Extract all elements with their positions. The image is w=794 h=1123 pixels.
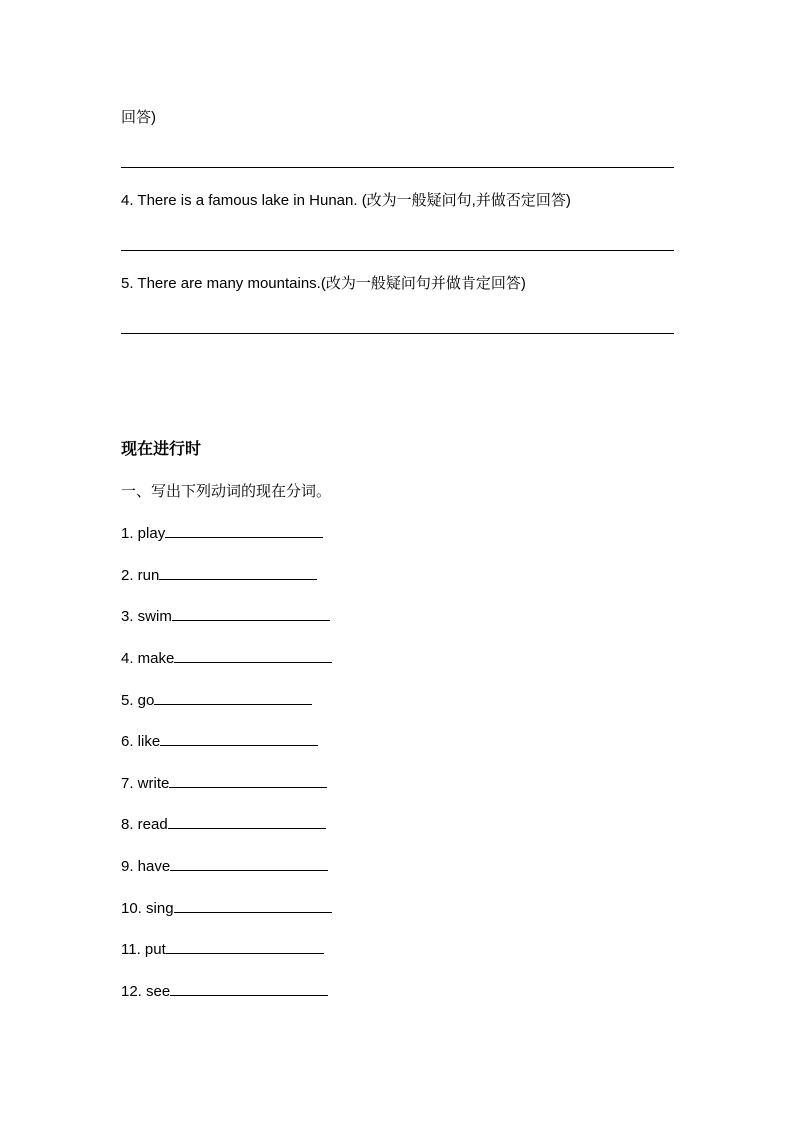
verb-item (121, 773, 327, 794)
verb-answer-blank[interactable] (160, 731, 318, 746)
verb-label: 1. play (121, 525, 166, 542)
verb-answer-blank[interactable] (170, 856, 328, 871)
verb-answer-blank[interactable] (166, 939, 324, 954)
answer-line-4[interactable] (121, 250, 674, 251)
verb-label: 8. read (121, 816, 168, 833)
verb-answer-blank[interactable] (154, 690, 312, 705)
verb-label: 2. run (121, 567, 160, 584)
verb-answer-blank[interactable] (174, 898, 332, 913)
answer-line-5[interactable] (121, 333, 674, 334)
question-4: 4. There is a famous lake in Hunan. (改为一般疑问句,并做否定回答) (121, 192, 571, 209)
verb-item (121, 648, 332, 669)
question-continuation: 回答) (121, 109, 156, 126)
verb-label: 4. make (121, 650, 175, 667)
verb-answer-blank[interactable] (174, 648, 332, 663)
section-instruction: 一、写出下列动词的现在分词。 (121, 483, 332, 500)
verb-item (121, 731, 318, 752)
verb-item (121, 565, 317, 586)
question-5: 5. There are many mountains.(改为一般疑问句并做肯定回答) (121, 275, 526, 292)
verb-label: 9. have (121, 858, 171, 875)
verb-label: 10. sing (121, 900, 174, 917)
verb-item (121, 898, 332, 919)
verb-answer-blank[interactable] (159, 565, 317, 580)
answer-line-3[interactable] (121, 167, 674, 168)
verb-answer-blank[interactable] (170, 981, 328, 996)
verb-label: 11. put (121, 941, 166, 958)
verb-item (121, 856, 328, 877)
verb-label: 6. like (121, 733, 161, 750)
verb-answer-blank[interactable] (168, 814, 326, 829)
verb-label: 12. see (121, 983, 171, 1000)
verb-item (121, 939, 324, 960)
verb-answer-blank[interactable] (172, 606, 330, 621)
section-title: 现在进行时 (121, 441, 202, 458)
verb-label: 3. swim (121, 608, 172, 625)
verb-item (121, 523, 323, 544)
verb-label: 5. go (121, 692, 155, 709)
verb-answer-blank[interactable] (169, 773, 327, 788)
verb-item (121, 690, 312, 711)
verb-label: 7. write (121, 775, 170, 792)
verb-item (121, 606, 330, 627)
verb-answer-blank[interactable] (165, 523, 323, 538)
verb-item (121, 814, 326, 835)
verb-item (121, 981, 328, 1002)
